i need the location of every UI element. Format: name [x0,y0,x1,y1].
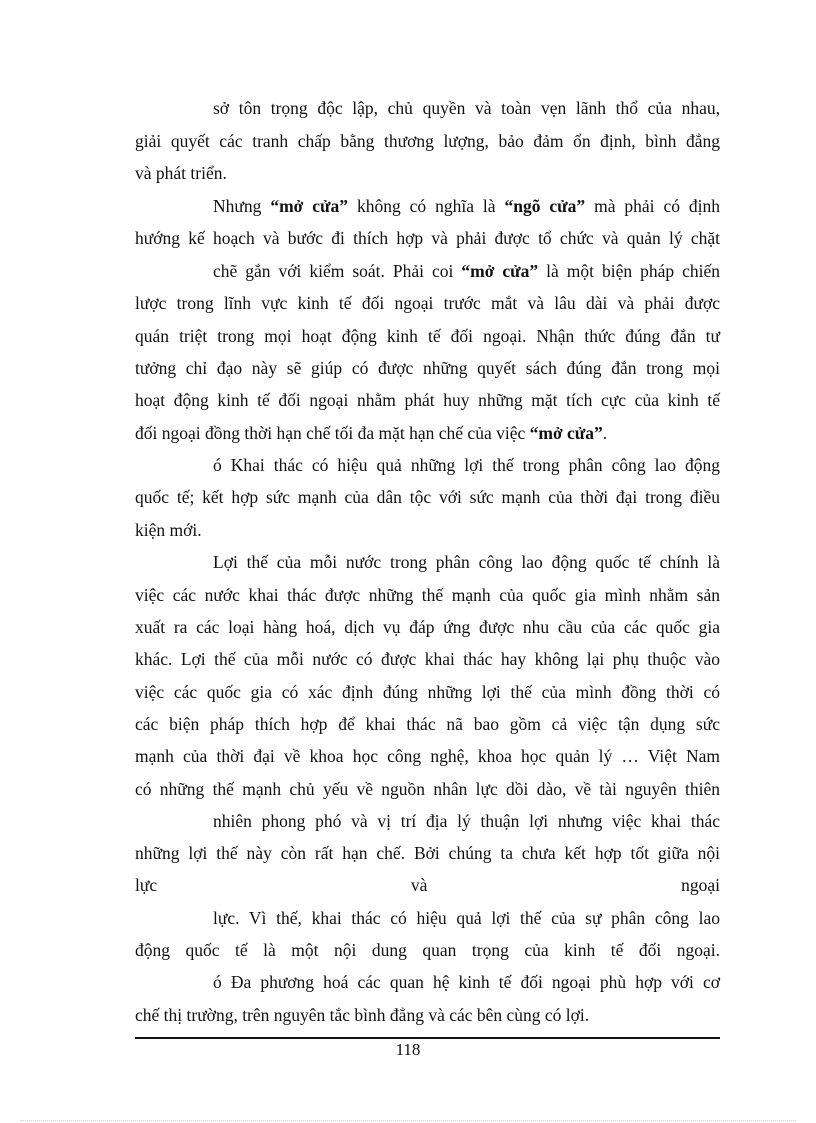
text-line: động quốc tế là một nội dung quan trọng của kinh tế đối ngoại. [135,940,720,960]
text-line: nhiên phong phó và vị trí địa lý thuận lợi nhưng việc khai thác [213,811,720,831]
text-line: sở tôn trọng độc lập, chủ quyền và toàn vẹn lãnh thổ của nhau, [213,98,720,118]
text-line [213,255,720,287]
footer-rule [135,1037,720,1039]
text-run: mà phải có định [594,196,721,216]
bold-term: “mở cửa” [461,261,539,281]
text-line: và phát triển. [135,163,227,183]
text-run: là một biện pháp chiến [546,261,721,281]
text-run: và [410,875,428,895]
text-line: giải quyết các tranh chấp bằng thương lượng, bảo đảm ổn định, bình đẳng [135,131,720,151]
text-run: chẽ gắn với kiểm soát. Phải coi [213,261,454,281]
text-line: những lợi thế này còn rất hạn chế. Bởi chúng ta chưa kết hợp tốt giữa nội [135,843,720,863]
page-boundary [20,1120,796,1121]
text-line: các biện pháp thích hợp để khai thác nã bao gồm cả việc tận dụng sức [135,714,720,734]
text-line: tưởng chỉ đạo này sẽ giúp có được những quyết sách đúng đắn trong mọi [135,358,720,378]
text-line: ó Đa phương hoá các quan hệ kinh tế đối ngoại phù hợp với cơ [213,972,720,992]
text-line: hoạt động kinh tế đối ngoại nhằm phát huy những mặt tích cực của kinh tế [135,390,720,410]
text-line: lược trong lĩnh vực kinh tế đối ngoại trước mắt và lâu dài và phải được [135,293,720,313]
text-line: quán triệt trong mọi hoạt động kinh tế đối ngoại. Nhận thức đúng đắn tư [135,326,720,346]
text-line: lực. Vì thế, khai thác có hiệu quả lợi thế của sự phân công lao [213,908,720,928]
text-line [213,190,720,222]
text-line: Lợi thế của mỗi nước trong phân công lao động quốc tế chính là [213,552,720,572]
text-line: khác. Lợi thế của mỗi nước có được khai thác hay không lại phụ thuộc vào [135,649,720,669]
text-run: Nhưng [213,196,262,216]
text-line: có những thế mạnh chủ yếu về nguồn nhân lực dồi dào, về tài nguyên thiên [135,779,720,799]
text-run: đối ngoại đồng thời hạn chế tối đa mặt hạn chế của việc [135,423,526,443]
text-line: chế thị trường, trên nguyên tắc bình đẳng và các bên cùng có lợi. [135,1005,590,1025]
text-run: lực [135,875,158,895]
text-line: mạnh của thời đại về khoa học công nghệ, khoa học quản lý … Việt Nam [135,746,720,766]
bold-term: “mở cửa” [529,423,603,443]
text-line [135,869,720,901]
text-line: kiện mới. [135,520,202,540]
text-run: ngoại [681,875,721,895]
text-run: . [602,423,608,443]
text-line: việc các nước khai thác được những thế mạnh của quốc gia mình nhằm sản [135,585,720,605]
bold-term: “ngõ cửa” [504,196,586,216]
text-run: không có nghĩa là [356,196,496,216]
page-number: 118 [395,1040,421,1059]
text-line: việc các quốc gia có xác định đúng những lợi thế của mình đồng thời có [135,682,720,702]
text-line [135,417,720,449]
text-line: quốc tế; kết hợp sức mạnh của dân tộc với sức mạnh của thời đại trong điều [135,487,720,507]
bold-term: “mở cửa” [270,196,349,216]
text-line: ó Khai thác có hiệu quả những lợi thế trong phân công lao động [213,455,720,475]
text-line: hướng kế hoạch và bước đi thích hợp và phải được tổ chức và quản lý chặt [135,228,720,248]
text-line: xuất ra các loại hàng hoá, dịch vụ đáp ứng được nhu cầu của các quốc gia [135,617,720,637]
